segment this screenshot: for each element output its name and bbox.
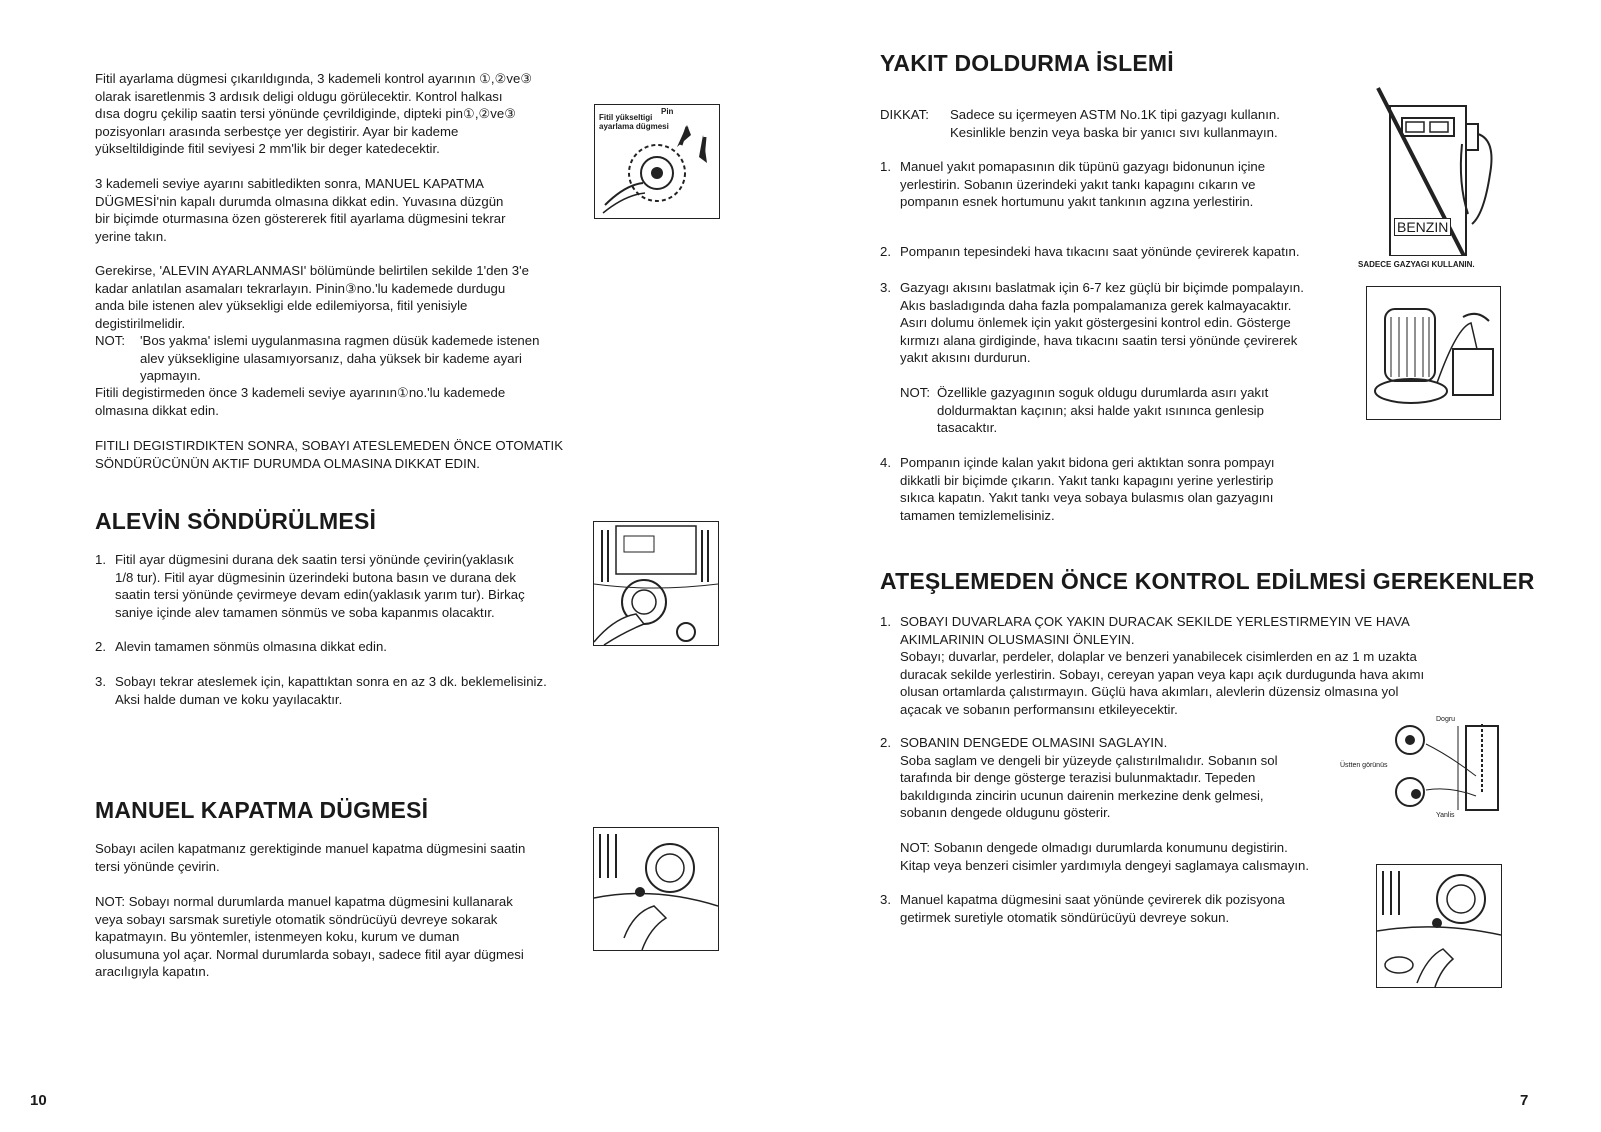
text-line: pozisyonları arasında serbestçe yer degistirir. Ayar bir kademe: [95, 123, 459, 139]
yakit-item-1: [880, 158, 1265, 211]
intro-paragraph: [95, 70, 532, 158]
text-line: olarak isaretlenmis 3 ardısık deligi oldugu görülecektir. Kontrol halkası: [95, 88, 503, 104]
text-line: SÖNDÜRÜCÜNÜN AKTIF DURUMDA OLMASINA DIKKAT EDIN.: [95, 455, 480, 471]
text-line: AKIMLARININ OLUSMASINI ÖNLEYIN.: [900, 631, 1135, 647]
text-line: Gerekirse, 'ALEVIN AYARLANMASI' bölümünde belirtilen sekilde 1'den 3'e: [95, 263, 529, 278]
pump-caption: SADECE GAZYAGI KULLANIN.: [1358, 260, 1475, 269]
heading-alev-sondurulmesi: ALEVİN SÖNDÜRÜLMESİ: [95, 508, 377, 534]
fueling-illustration: [1367, 287, 1500, 419]
item-number: 1.: [880, 159, 891, 174]
auto-extinguisher-figure: [1376, 864, 1502, 988]
manuel-paragraph: [95, 840, 525, 875]
wick-knob-label: Fitil yükseltigi ayarlama dügmesi: [599, 113, 669, 131]
text-line: Fitili degistirmeden önce 3 kademeli seviye ayarının①no.'lu kademede: [95, 385, 506, 400]
item-number: 2.: [880, 735, 891, 750]
text-line: Manuel yakıt pomapasının dik tüpünü gazyagı bidonunun içine: [900, 159, 1266, 174]
text-line: NOT: Sobanın dengede olmadıgı durumlarda konumunu degistirin.: [900, 840, 1288, 855]
text-line: 'Bos yakma' islemi uygulanmasına ragmen düsük kademede istenen: [140, 333, 540, 348]
text-line: Gazyagı akısını baslatmak için 6-7 kez güçlü bir biçimde pompalayın.: [900, 280, 1304, 295]
text-line: Sobayı acilen kapatmanız gerektiginde manuel kapatma dügmesini saatin: [95, 841, 526, 856]
paragraph-2: [95, 175, 505, 245]
text-line: alev yüksekligine ulasamıyorsanız, daha yüksek bir kademe ayari: [140, 350, 522, 366]
yakit-item-2: [880, 243, 1300, 261]
page-number-left: 10: [30, 1092, 47, 1109]
balance-figure: [1340, 716, 1510, 822]
text-line: veya sobayı sarsmak suretiyle otomatik söndrücüyü devreye sokarak: [95, 911, 498, 927]
heading-yakit-doldurma: YAKIT DOLDURMA İSLEMİ: [880, 50, 1174, 76]
text-line: sobanın dengede oldugunu gösterir.: [900, 805, 1111, 821]
text-line: sıkıca kapatın. Yakıt tankı veya sobaya bulasmıs olan gazyagını: [900, 490, 1274, 506]
warning-paragraph: [95, 437, 563, 472]
text-line: Sadece su içermeyen ASTM No.1K tipi gazyagı kullanın.: [950, 107, 1280, 122]
text-line: olmasına dikkat edin.: [95, 402, 219, 418]
ates-item-2: [880, 734, 1278, 822]
text-line: Fitil ayar dügmesini durana dek saatin tersi yönünde çevirin(yaklasık: [115, 552, 514, 567]
text-line: Özellikle gazyagının soguk oldugu durumlarda asırı yakıt: [937, 385, 1269, 400]
alev-item-3: [95, 673, 547, 708]
text-line: yakıt akısını durdurun.: [900, 350, 1031, 366]
text-line: Manuel kapatma dügmesini saat yönünde çevirerek dik pozisyona: [900, 892, 1285, 907]
text-line: duracak sekilde yerlestirin. Sobayı, cereyan yapan veya kapı açık durdugunda hava akımı: [900, 666, 1425, 682]
text-line: aracılıgıyla kapatın.: [95, 964, 210, 980]
text-line: yapmayın.: [140, 368, 201, 384]
text-line: 3 kademeli seviye ayarını sabitledikten sonra, MANUEL KAPATMA: [95, 176, 484, 191]
manual-switch-illustration: [594, 828, 718, 950]
text-line: tasacaktır.: [937, 420, 998, 436]
yakit-item-4: [880, 454, 1275, 524]
text-line: Aksi halde duman ve koku yayılacaktır.: [115, 691, 343, 707]
manual-switch-figure: [593, 827, 719, 951]
no-gasoline-figure: [1372, 84, 1502, 256]
note-label: NOT:: [95, 333, 126, 348]
yakit-note: [900, 384, 1268, 437]
text-line: DÜGMESİ'nin kapalı durumda olmasına dikkat edin. Yuvasına düzgün: [95, 193, 504, 209]
ates-item-1: [880, 613, 1424, 719]
fuel-pump-figure: [1366, 286, 1501, 420]
text-line: Soba saglam ve dengeli bir yüzeyde çalıstırılmalıdır. Sobanın sol: [900, 752, 1278, 768]
text-line: açacak ve sobanın performansını etkileyecektir.: [900, 701, 1178, 717]
paragraph-4: [95, 384, 505, 419]
heading-manuel-kapatma: MANUEL KAPATMA DÜGMESİ: [95, 797, 429, 823]
text-line: Alevin tamamen sönmüs olmasına dikkat edin.: [115, 639, 387, 654]
yanlis-label: Yanlis: [1436, 812, 1455, 819]
auto-extinguisher-illustration: [1377, 865, 1501, 987]
text-line: doldurmaktan kaçının; aksi halde yakıt ısınınca genlesip: [937, 402, 1264, 418]
text-line: tamamen temizlemelisiniz.: [900, 507, 1055, 523]
text-line: yerine takın.: [95, 228, 167, 244]
alev-item-2: [95, 638, 387, 656]
benzin-label: BENZIN: [1394, 218, 1451, 236]
wick-adjust-figure: [594, 104, 720, 219]
manuel-note: [95, 893, 524, 981]
text-line: Kitap veya benzeri cisimler yardımıyla dengeyi saglamaya calısmayın.: [900, 857, 1309, 873]
balance-illustration: [1340, 716, 1510, 822]
text-line: Kesinlikle benzin veya baska bir yanıcı sıvı kullanmayın.: [950, 124, 1278, 140]
text-line: Pompanın içinde kalan yakıt bidona geri aktıktan sonra pompayı: [900, 455, 1275, 470]
dikkat-label: DIKKAT:: [880, 107, 929, 122]
item-number: 1.: [880, 614, 891, 629]
text-line: Akıs basladıgında daha fazla pompalamanıza gerek kalmayacaktır.: [900, 297, 1292, 313]
dogru-label: Dogru: [1436, 716, 1456, 723]
note-label: NOT:: [900, 385, 931, 400]
text-line: yerlestirin. Sobanın üzerindeki yakıt tankı kapagını cıkarın ve: [900, 176, 1256, 192]
text-line: kadar anlatılan asamaları tekrarlayın. Pinin③no.'lu kademede durdugu: [95, 280, 506, 296]
ates-item-3: [880, 891, 1285, 926]
ates-note: [900, 839, 1309, 874]
heading-ateslemeden-once: ATEŞLEMEDEN ÖNCE KONTROL EDİLMESİ GEREKENLER: [880, 568, 1535, 594]
text-line: bir biçimde oturmasına özen göstererek fitil ayarlama dügmesini tekrar: [95, 211, 506, 227]
text-line: pompanın esnek hortumunu yakıt tankının agzına yerlestirin.: [900, 194, 1254, 210]
text-line: NOT: Sobayı normal durumlarda manuel kapatma dügmesini kullanarak: [95, 894, 513, 909]
text-line: kapatmayın. Bu yöntemler, istenmeyen koku, kurum ve duman: [95, 929, 460, 945]
text-line: dısa dogru çekilip saatin tersi yönünde çevrildiginde, dipteki pin①,②ve③: [95, 106, 517, 122]
text-line: dikkatli bir biçimde çıkarın. Yakıt tankı kapagını yerine yerlestirip: [900, 472, 1274, 488]
item-number: 4.: [880, 455, 891, 470]
text-line: Asırı dolumu önlemek için yakıt göstergesini kontrol edin. Gösterge: [900, 315, 1291, 331]
item-number: 3.: [880, 892, 891, 907]
note-1: [95, 332, 539, 385]
text-line: degistirilmelidir.: [95, 315, 186, 331]
item-number: 1.: [95, 552, 106, 567]
paragraph-3: [95, 262, 529, 332]
text-line: tarafında bir denge gösterge terazisi bulunmaktadır. Tepeden: [900, 770, 1256, 786]
pin-label: Pin: [661, 107, 674, 116]
text-line: FITILI DEGISTIRDIKTEN SONRA, SOBAYI ATESLEMEDEN ÖNCE OTOMATIK: [95, 438, 563, 453]
flame-off-illustration: [594, 522, 718, 645]
text-line: 1/8 tur). Fitil ayar dügmesinin üzerindeki butona basın ve durana dek: [115, 569, 516, 585]
text-line: olusan ortamlarda çalıstırmayın. Güçlü hava akımları, alevlerin düzensiz olmasına yol: [900, 684, 1399, 700]
text-line: Fitil ayarlama dügmesi çıkarıldıgında, 3 kademeli kontrol ayarının ①,②ve③: [95, 71, 533, 86]
text-line: SOBANIN DENGEDE OLMASINI SAGLAYIN.: [900, 735, 1168, 750]
text-line: Sobayı; duvarlar, perdeler, dolaplar ve benzeri yanabilecek cisimlerden en az 1 m uzakta: [900, 649, 1417, 665]
text-line: Pompanın tepesindeki hava tıkacını saat yönünde çevirerek kapatın.: [900, 244, 1300, 259]
item-number: 3.: [880, 280, 891, 295]
dikkat-block: [880, 106, 1280, 141]
text-line: getirmek suretiyle otomatik söndürücüyü devreye sokun.: [900, 909, 1230, 925]
text-line: olusumuna yol açar. Normal durumlarda sobayı, sadece fitil ayar dügmesi: [95, 946, 524, 962]
text-line: saniye içinde alev tamamen sönmüs ve soba kapanmıs olacaktır.: [115, 604, 495, 620]
text-line: kırmızı alana girdiginde, hava tıkacını saatin tersi yönünde çevirerek: [900, 332, 1298, 348]
text-line: SOBAYI DUVARLARA ÇOK YAKIN DURACAK SEKILDE YERLESTIRMEYIN VE HAVA: [900, 614, 1410, 629]
item-number: 3.: [95, 674, 106, 689]
ustten-label: Üstten görünüs: [1340, 762, 1388, 769]
item-number: 2.: [95, 639, 106, 654]
page-number-right: 7: [1520, 1092, 1529, 1109]
text-line: bakıldıgında zincirin ucunun dairenin merkezine denk gelmesi,: [900, 787, 1264, 803]
text-line: tersi yönünde çevirin.: [95, 858, 220, 874]
text-line: yükseltildiginde fitil seviyesi 2 mm'lik bir deger katedecektir.: [95, 141, 440, 157]
text-line: anda bile istenen alev yüksekligi elde edilemiyorsa, fitil yenisiyle: [95, 298, 468, 314]
flame-off-figure: [593, 521, 719, 646]
text-line: Sobayı tekrar ateslemek için, kapattıktan sonra en az 3 dk. beklemelisiniz.: [115, 674, 547, 689]
yakit-item-3: [880, 279, 1304, 367]
text-line: saatin tersi yönünde çevirmeye devam edin(yaklasık yarım tur). Birkaç: [115, 587, 525, 603]
alev-item-1: [95, 551, 525, 621]
item-number: 2.: [880, 244, 891, 259]
